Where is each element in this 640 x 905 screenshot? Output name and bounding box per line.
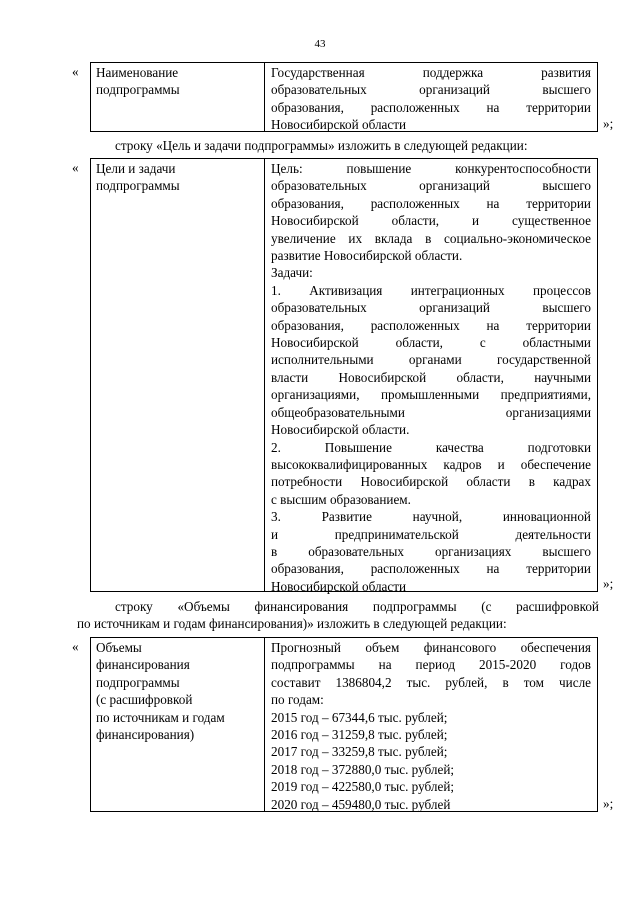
- cell-line: подпрограммы: [96, 674, 180, 690]
- cell-line: 2. Повышение качества подготовки: [271, 439, 591, 455]
- cell-line: Цель: повышение конкурентоспособности: [271, 161, 591, 176]
- page-number: 43: [314, 38, 326, 50]
- cell-line: 2015 год – 67344,6 тыс. рублей;: [271, 709, 448, 725]
- table-label-cell: [91, 638, 265, 811]
- cell-line: финансирования): [96, 727, 195, 743]
- table-goals-tasks: [90, 158, 598, 592]
- opening-quote: «: [72, 64, 79, 79]
- cell-line: 2016 год – 31259,8 тыс. рублей;: [271, 727, 448, 743]
- cell-line: составит 1386804,2 тыс. рублей, в том числе: [271, 674, 591, 690]
- cell-line: общеобразовательными организациями: [271, 404, 591, 420]
- cell-line: образования, расположенных на территории: [271, 195, 591, 211]
- closing-quote: »;: [603, 576, 614, 591]
- table-subprogram-name: [90, 62, 598, 132]
- table-label-cell: [91, 159, 265, 591]
- cell-line: Новосибирской области, и существенное: [271, 213, 591, 229]
- closing-quote: »;: [603, 116, 614, 131]
- cell-line: исполнительными органами государственной: [271, 352, 591, 368]
- paragraph-goals: строку «Цель и задачи подпрограммы» изложить в следующей редакции:: [115, 138, 528, 153]
- cell-line: власти Новосибирской области, научными: [271, 369, 591, 385]
- opening-quote: «: [72, 639, 79, 654]
- cell-line: образования, расположенных на территории: [271, 99, 591, 115]
- cell-line: организациями, промышленными предприятиями,: [271, 387, 591, 403]
- cell-line: увеличение их вклада в социально-экономическое: [271, 230, 591, 246]
- cell-line: подпрограммы на период 2015-2020 годов: [271, 657, 591, 673]
- cell-line: подпрограммы: [96, 82, 180, 98]
- cell-line: 1. Активизация интеграционных процессов: [271, 282, 591, 298]
- table-label-cell: [91, 63, 265, 131]
- cell-line: развитие Новосибирской области.: [271, 248, 463, 264]
- cell-line: Новосибирской области.: [271, 422, 410, 438]
- paragraph-financing-line2: по источникам и годам финансирования)» изложить в следующей редакции:: [77, 616, 507, 631]
- cell-line: образовательных организаций высшего: [271, 178, 591, 194]
- cell-line: образовательных организаций высшего: [271, 82, 591, 98]
- cell-line: в образовательных организациях высшего: [271, 543, 591, 559]
- cell-line: Прогнозный объем финансового обеспечения: [271, 640, 591, 655]
- paragraph-financing-line1: строку «Объемы финансирования подпрограммы (с расшифровкой: [115, 599, 599, 614]
- table-value-cell: [265, 63, 597, 131]
- cell-line: Новосибирской области: [271, 578, 407, 594]
- cell-line: Объемы: [96, 640, 142, 655]
- cell-line: образовательных организаций высшего: [271, 300, 591, 316]
- cell-line: Новосибирской области, с областными: [271, 335, 591, 351]
- cell-line: Задачи:: [271, 265, 313, 281]
- cell-line: Новосибирской области: [271, 117, 407, 133]
- cell-line: 2017 год – 33259,8 тыс. рублей;: [271, 744, 448, 760]
- cell-line: Наименование: [96, 65, 179, 80]
- opening-quote: «: [72, 160, 79, 175]
- cell-line: и предпринимательской деятельности: [271, 526, 591, 542]
- table-financing: [90, 637, 598, 812]
- cell-line: потребности Новосибирской области в кадрах: [271, 474, 591, 490]
- cell-line: 2019 год – 422580,0 тыс. рублей;: [271, 779, 455, 795]
- cell-line: Государственная поддержка развития: [271, 65, 591, 80]
- cell-line: (с расшифровкой: [96, 692, 193, 708]
- cell-line: финансирования: [96, 657, 190, 673]
- table-value-cell: [265, 159, 597, 594]
- cell-line: 2018 год – 372880,0 тыс. рублей;: [271, 761, 455, 777]
- cell-line: образования, расположенных на территории: [271, 317, 591, 333]
- cell-line: 2020 год – 459480,0 тыс. рублей: [271, 796, 451, 812]
- cell-line: с высшим образованием.: [271, 491, 411, 507]
- table-value-cell: [265, 638, 597, 811]
- closing-quote: »;: [603, 796, 614, 811]
- cell-line: 3. Развитие научной, инновационной: [271, 509, 591, 525]
- cell-line: подпрограммы: [96, 178, 180, 194]
- cell-line: Цели и задачи: [96, 161, 176, 176]
- cell-line: по годам:: [271, 692, 324, 708]
- cell-line: высококвалифицированных кадров и обеспечение: [271, 456, 591, 472]
- cell-line: по источникам и годам: [96, 709, 225, 725]
- cell-line: образования, расположенных на территории: [271, 561, 591, 577]
